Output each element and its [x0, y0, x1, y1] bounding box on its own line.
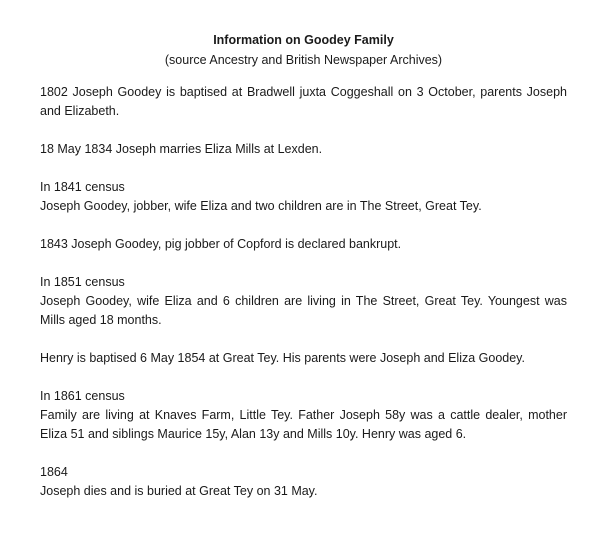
entry-text: Henry is baptised 6 May 1854 at Great Tey. His parents were Joseph and Eliza Goodey. [40, 351, 525, 365]
document-subtitle: (source Ancestry and British Newspaper Archives) [164, 53, 443, 67]
entry-text: 18 May 1834 Joseph marries Eliza Mills at Lexden. [40, 142, 323, 156]
entry-text: 1802 Joseph Goodey is baptised at Bradwell juxta Coggeshall on 3 October, parents Joseph and Elizabeth. [40, 85, 567, 118]
entry-1834-marriage [40, 140, 567, 159]
entry-text: Family are living at Knaves Farm, Little Tey. Father Joseph 58y was a cattle dealer, mother Eliza 51 and siblings Maurice 15y, Alan 13y and Mills 10y. Henry was aged 6. [40, 408, 567, 441]
entry-1843-bankruptcy [40, 235, 567, 254]
entry-text: Joseph Goodey, wife Eliza and 6 children are living in The Street, Great Tey. Youngest was Mills aged 18 months. [40, 294, 567, 327]
entry-1851-census [40, 273, 567, 330]
entry-heading: In 1861 census [40, 389, 125, 403]
entry-heading: In 1841 census [40, 180, 125, 194]
entry-heading: 1864 [40, 465, 68, 479]
entry-1861-census [40, 387, 567, 444]
entry-text: Joseph Goodey, jobber, wife Eliza and two children are in The Street, Great Tey. [40, 199, 482, 213]
entry-text: Joseph dies and is buried at Great Tey on 31 May. [40, 484, 318, 498]
entry-1854-henry-baptism [40, 349, 567, 368]
document-title: Information on Goodey Family [213, 33, 394, 47]
document [40, 30, 567, 520]
entry-heading: In 1851 census [40, 275, 125, 289]
entry-1802-baptism [40, 83, 567, 121]
entry-1841-census [40, 178, 567, 216]
entry-1864-death [40, 463, 567, 501]
entry-text: 1843 Joseph Goodey, pig jobber of Copford is declared bankrupt. [40, 237, 402, 251]
